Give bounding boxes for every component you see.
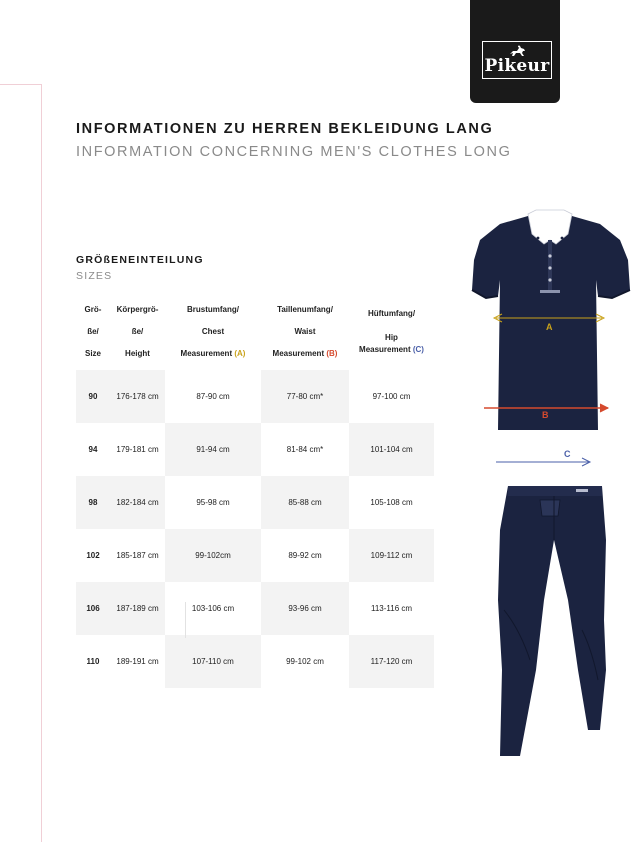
- table-row: [76, 529, 434, 582]
- table-row: [76, 370, 434, 423]
- table-row: [76, 635, 434, 688]
- cell-hip: 105-108 cm: [370, 498, 413, 507]
- marker-c: (C): [412, 345, 424, 354]
- cell-chest: 103-106 cm: [191, 604, 235, 613]
- label-a: A: [546, 322, 553, 332]
- cell-size: 98: [76, 476, 110, 529]
- cell-height: 185-187 cm: [116, 551, 159, 560]
- cell-chest: 99-102cm: [165, 529, 261, 582]
- cell-height: 187-189 cm: [110, 582, 165, 635]
- label-c: C: [564, 449, 571, 459]
- table-row: [76, 582, 434, 635]
- table-row: [76, 476, 434, 529]
- cell-size: 106: [76, 582, 110, 635]
- cell-size: 102: [86, 551, 100, 560]
- page-title-english: INFORMATION CONCERNING MEN'S CLOTHES LONG: [76, 144, 512, 160]
- cell-waist: 93-96 cm: [261, 582, 349, 635]
- cell-hip: 117-120 cm: [349, 635, 434, 688]
- cell-chest: 95-98 cm: [196, 498, 230, 507]
- header-chest: Brustumfang/ Chest Measurement (A): [180, 305, 246, 358]
- cell-size: 94: [88, 445, 98, 454]
- cell-hip: 97-100 cm: [372, 392, 411, 401]
- cell-chest: 107-110 cm: [165, 635, 261, 688]
- section-heading-english: SIZES: [76, 270, 113, 282]
- brand-logo: [482, 41, 552, 79]
- cell-height: 179-181 cm: [116, 445, 159, 454]
- cell-hip: 101-104 cm: [349, 423, 434, 476]
- cell-hip: 109-112 cm: [349, 529, 434, 582]
- size-table-header: [76, 294, 434, 370]
- cell-waist: 81-84 cm*: [286, 445, 324, 454]
- marker-a: (A): [234, 349, 246, 358]
- cell-waist: 89-92 cm: [288, 551, 322, 560]
- cell-height: 176-178 cm: [110, 370, 165, 423]
- cell-height: 189-191 cm: [116, 657, 159, 666]
- size-table: [76, 294, 434, 688]
- cell-hip: 113-116 cm: [370, 604, 413, 613]
- polo-shirt-illustration: [472, 210, 630, 430]
- header-hip: Hüftumfang/ Hip Measurement (C): [359, 309, 424, 354]
- cell-height: 182-184 cm: [110, 476, 165, 529]
- label-b: B: [542, 410, 549, 420]
- cell-size: 90: [76, 370, 110, 423]
- cell-chest: 91-94 cm: [165, 423, 261, 476]
- brand-logo-tab: [470, 0, 560, 103]
- header-waist: Taillenumfang/ Waist Measurement (B): [272, 305, 338, 358]
- cell-waist: 99-102 cm: [286, 657, 324, 666]
- page-title-german: INFORMATIONEN ZU HERREN BEKLEIDUNG LANG: [76, 121, 494, 137]
- cell-waist: 77-80 cm*: [261, 370, 349, 423]
- header-size: Grö- ße/ Size: [84, 305, 102, 358]
- marker-b: (B): [326, 349, 338, 358]
- brand-name: Pikeur: [484, 56, 550, 76]
- cell-waist: 85-88 cm: [261, 476, 349, 529]
- section-heading-german: GRÖßENEINTEILUNG: [76, 254, 204, 266]
- page-margin-rule: [0, 84, 42, 842]
- garment-measurement-diagram: [460, 200, 638, 770]
- cell-size: 110: [86, 657, 100, 666]
- table-row: [76, 423, 434, 476]
- cell-chest: 87-90 cm: [196, 392, 230, 401]
- header-height: Körpergrö- ße/ Height: [116, 305, 159, 358]
- cell-divider: [185, 602, 186, 638]
- breeches-illustration: [498, 486, 606, 756]
